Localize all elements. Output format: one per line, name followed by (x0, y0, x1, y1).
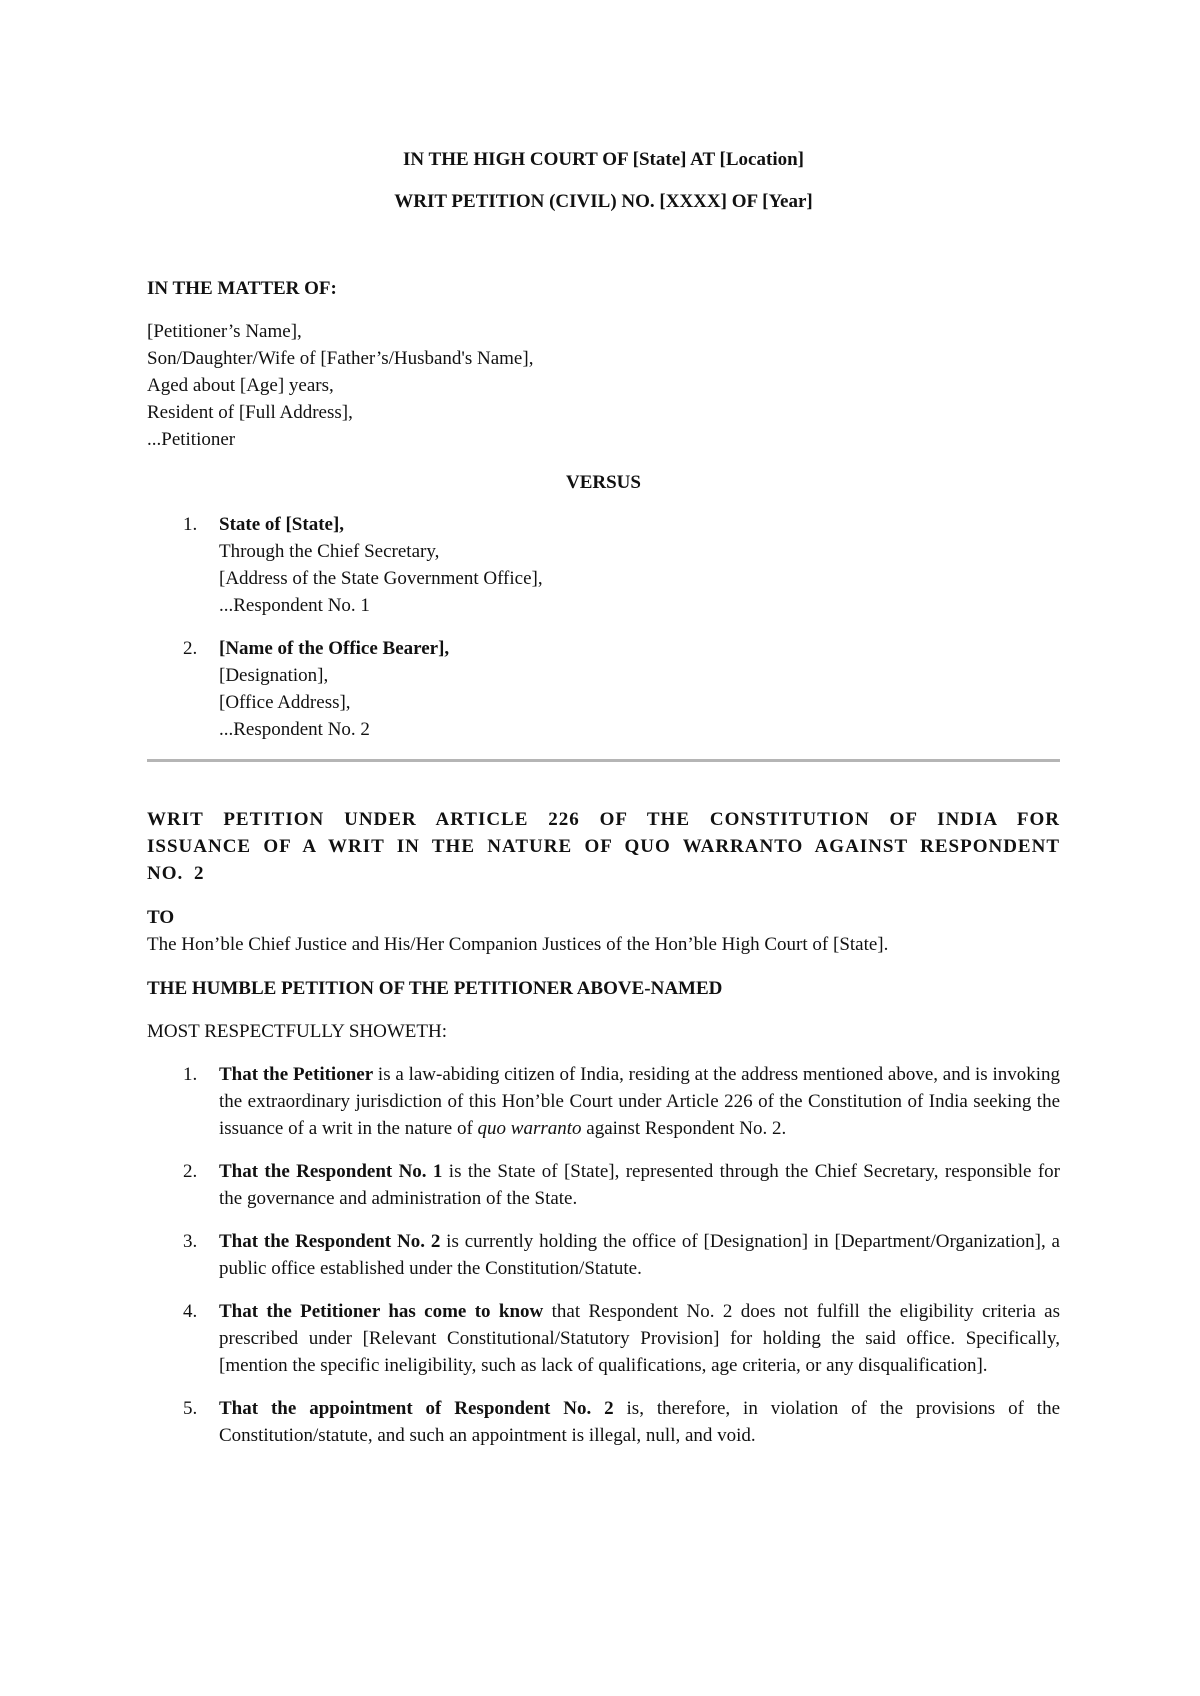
paragraph-number: 2. (183, 1161, 198, 1182)
respondent-address: [Office Address], (219, 692, 351, 713)
horizontal-rule (147, 759, 1060, 762)
respondent-name: State of [State], (219, 514, 345, 535)
respondents-list (147, 511, 1060, 743)
petition-number: WRIT PETITION (CIVIL) NO. [XXXX] OF [Year] (394, 191, 813, 212)
paragraph-lead: That the Petitioner has come to know (219, 1301, 544, 1322)
paragraph-item (147, 1298, 1060, 1379)
paragraph-italic: quo warranto (477, 1118, 582, 1139)
paragraph-text: is currently holding the office of [Designation] in [Department/Organization], a public office established under the Constitution/Statute. (219, 1231, 1060, 1279)
petitioner-role: ...Petitioner (147, 429, 236, 450)
respondent-line: [Designation], (219, 665, 329, 686)
paragraph-item (147, 1395, 1060, 1449)
paragraph-text: is, therefore, in violation of the provisions of the Constitution/statute, and such an appointment is illegal, null, and void. (219, 1398, 1061, 1446)
court-heading: IN THE HIGH COURT OF [State] AT [Location] (403, 149, 804, 170)
paragraph-item (147, 1061, 1060, 1142)
versus-heading: VERSUS (566, 472, 641, 493)
paragraph-text: is the State of [State], represented through the Chief Secretary, responsible for the governance and administration of the State. (219, 1161, 1060, 1209)
respondent-item (147, 635, 1060, 743)
respondent-role: ...Respondent No. 2 (219, 719, 370, 740)
paragraph-lead: That the Petitioner (219, 1064, 374, 1085)
paragraph-number: 4. (183, 1301, 198, 1322)
paragraph-lead: That the Respondent No. 1 (219, 1161, 443, 1182)
paragraph-list (147, 1061, 1060, 1449)
paragraph-text: is a law-abiding citizen of India, residing at the address mentioned above, and is invoking the extraordinary jurisdiction of this Hon’ble Court under Article 226 of the Constitution of India seeking the issuance of a writ in the nature of (219, 1064, 1060, 1139)
petitioner-residence: Resident of [Full Address], (147, 402, 353, 423)
petitioner-relation: Son/Daughter/Wife of [Father’s/Husband's Name], (147, 348, 534, 369)
document-content (147, 146, 1060, 1465)
respondent-number: 1. (183, 514, 198, 535)
respondent-number: 2. (183, 638, 198, 659)
paragraph-text: that Respondent No. 2 does not fulfill the eligibility criteria as prescribed under [Relevant Constitutional/Statutory Provision] for holding the said office. Specifically, [mention the specific ineligibility, such as lack of qualifications, age criteria, or any disqualification]. (219, 1301, 1060, 1376)
petition-title: WRIT PETITION UNDER ARTICLE 226 OF THE CONSTITUTION OF INDIA FOR ISSUANCE OF A WRIT IN THE NATURE OF QUO WARRANTO AGAINST RESPONDENT NO. 2 (147, 809, 1060, 884)
petitioner-block (147, 318, 1060, 453)
paragraph-number: 3. (183, 1231, 198, 1252)
to-heading: TO (147, 907, 175, 928)
showeth-line: MOST RESPECTFULLY SHOWETH: (147, 1021, 448, 1042)
petitioner-age: Aged about [Age] years, (147, 375, 334, 396)
petitioner-name: [Petitioner’s Name], (147, 321, 302, 342)
matter-heading: IN THE MATTER OF: (147, 278, 337, 299)
paragraph-lead: That the appointment of Respondent No. 2 (219, 1398, 614, 1419)
addressee: The Hon’ble Chief Justice and His/Her Companion Justices of the Hon’ble High Court of [State]. (147, 934, 889, 955)
respondent-item (147, 511, 1060, 619)
respondent-role: ...Respondent No. 1 (219, 595, 370, 616)
paragraph-number: 1. (183, 1064, 198, 1085)
paragraph-number: 5. (183, 1398, 198, 1419)
humble-petition-heading: THE HUMBLE PETITION OF THE PETITIONER ABOVE-NAMED (147, 978, 723, 999)
respondent-name: [Name of the Office Bearer], (219, 638, 450, 659)
respondent-address: [Address of the State Government Office], (219, 568, 543, 589)
paragraph-item (147, 1228, 1060, 1282)
paragraph-lead: That the Respondent No. 2 (219, 1231, 441, 1252)
respondent-line: Through the Chief Secretary, (219, 541, 440, 562)
paragraph-item (147, 1158, 1060, 1212)
paragraph-tail: against Respondent No. 2. (581, 1118, 787, 1139)
